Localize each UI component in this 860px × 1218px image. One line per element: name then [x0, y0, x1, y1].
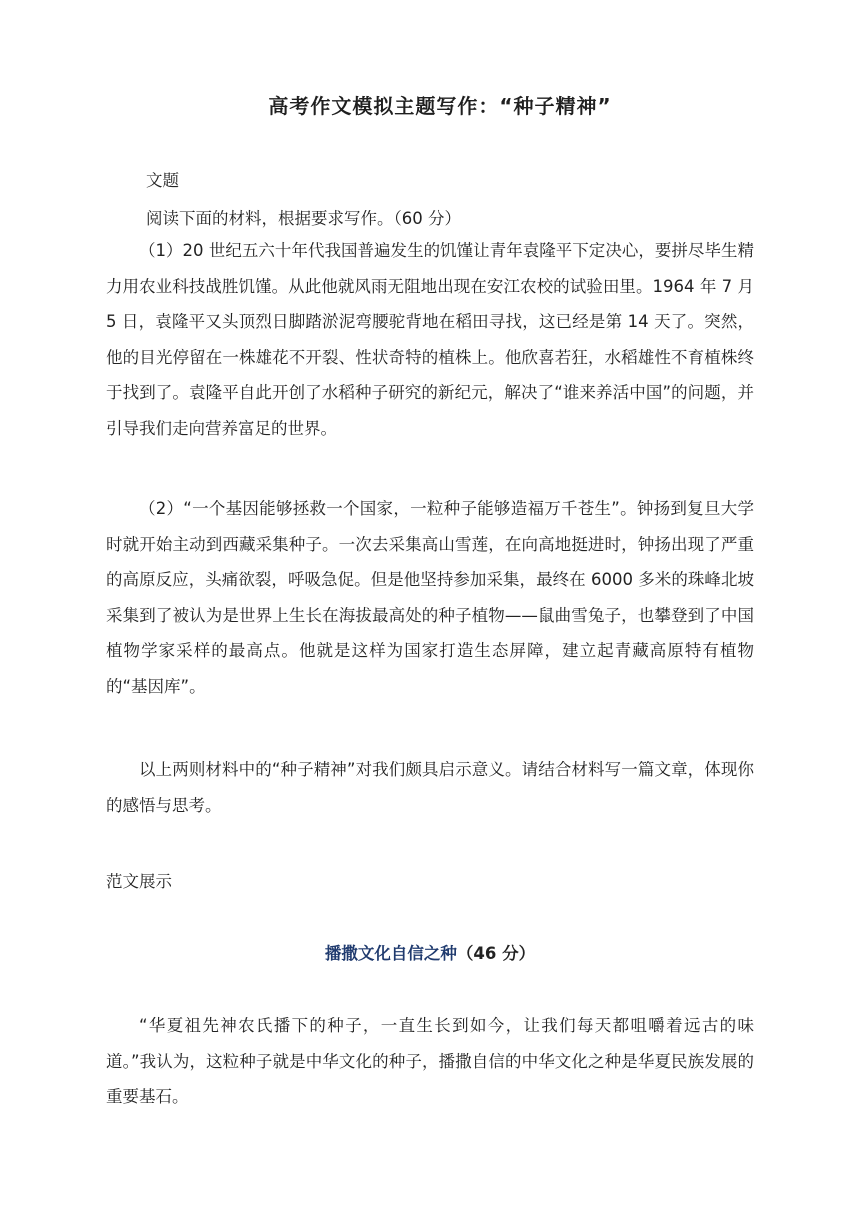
- material-paragraph-2: （2）“一个基因能够拯救一个国家，一粒种子能够造福万千苍生”。钟扬到复旦大学时就开始主动到西藏采集种子。一次去采集高山雪莲，在向高地挺进时，钟扬出现了严重的高原反应，头痛欲裂，呼吸急促。但是他坚持参加采集，最终在 6000 多米的珠峰北坡采集到了被认为是世界上生长在海拔最高处的种子植物——鼠曲雪兔子，也攀登到了中国植物学家采样的最高点。他就是这样为国家打造生态屏障，建立起青藏高原特有植物的“基因库”。: [106, 499, 754, 696]
- prompt-section-label: 文题: [146, 171, 179, 190]
- task-paragraph: 以上两则材料中的“种子精神”对我们颇具启示意义。请结合材料写一篇文章，体现你的感悟与思考。: [106, 760, 754, 815]
- essay-score: （46 分）: [456, 944, 536, 963]
- essay-title: [0, 940, 860, 964]
- essay-paragraph-1: “华夏祖先神农氏播下的种子，一直生长到如今，让我们每天都咀嚼着远古的味道。”我认为，这粒种子就是中华文化的种子，播撒自信的中华文化之种是华夏民族发展的重要基石。: [106, 1016, 754, 1106]
- sample-section-label: 范文展示: [106, 872, 172, 891]
- material-paragraph-1: （1）20 世纪五六十年代我国普遍发生的饥馑让青年袁隆平下定决心，要拼尽毕生精力用农业科技战胜饥馑。从此他就风雨无阻地出现在安江农校的试验田里。1964 年 7 月 5 日，袁隆平又头顶烈日脚踏淤泥弯腰驼背地在稻田寻找，这已经是第 14 天了。突然，他的目光停留在一株雄花不开裂、性状奇特的植株上。他欣喜若狂，水稻雄性不育植株终于找到了。袁隆平自此开创了水稻种子研究的新纪元，解决了“谁来养活中国”的问题，并引导我们走向营养富足的世界。: [106, 241, 754, 438]
- essay-title-text: 播撒文化自信之种: [324, 944, 457, 963]
- instruction-text: 阅读下面的材料，根据要求写作。（60 分）: [146, 209, 461, 228]
- document-title: 高考作文模拟主题写作：“种子精神”: [268, 94, 612, 118]
